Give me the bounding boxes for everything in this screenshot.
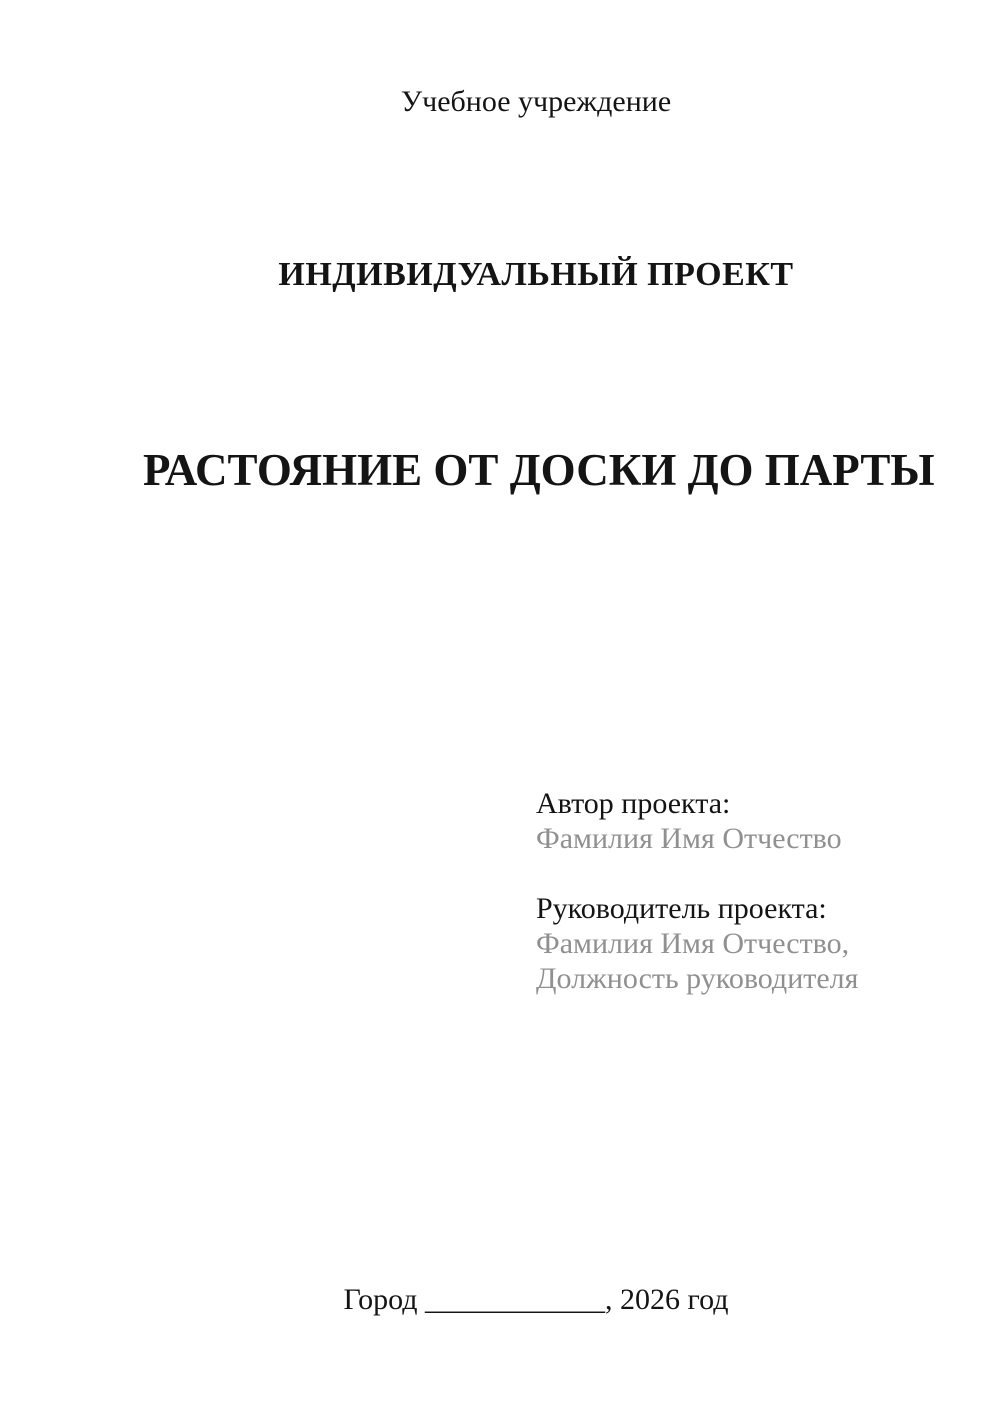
supervisor-label: Руководитель проекта: [536,892,827,925]
institution-name: Учебное учреждение [400,85,672,118]
author-name-placeholder: Фамилия Имя Отчество [536,822,842,855]
supervisor-name-placeholder: Фамилия Имя Отчество, [536,927,850,960]
author-paragraph [536,786,858,856]
author-label: Автор проекта: [536,787,731,820]
project-title: РАСТОЯНИЕ ОТ ДОСКИ ДО ПАРТЫ [143,445,935,495]
city-year-line: Город ____________, 2026 год [343,1283,729,1316]
project-type-heading: ИНДИВИДУАЛЬНЫЙ ПРОЕКТ [278,256,794,293]
credits-block [536,786,858,996]
supervisor-paragraph [536,891,858,996]
supervisor-position-placeholder: Должность руководителя [536,962,859,995]
